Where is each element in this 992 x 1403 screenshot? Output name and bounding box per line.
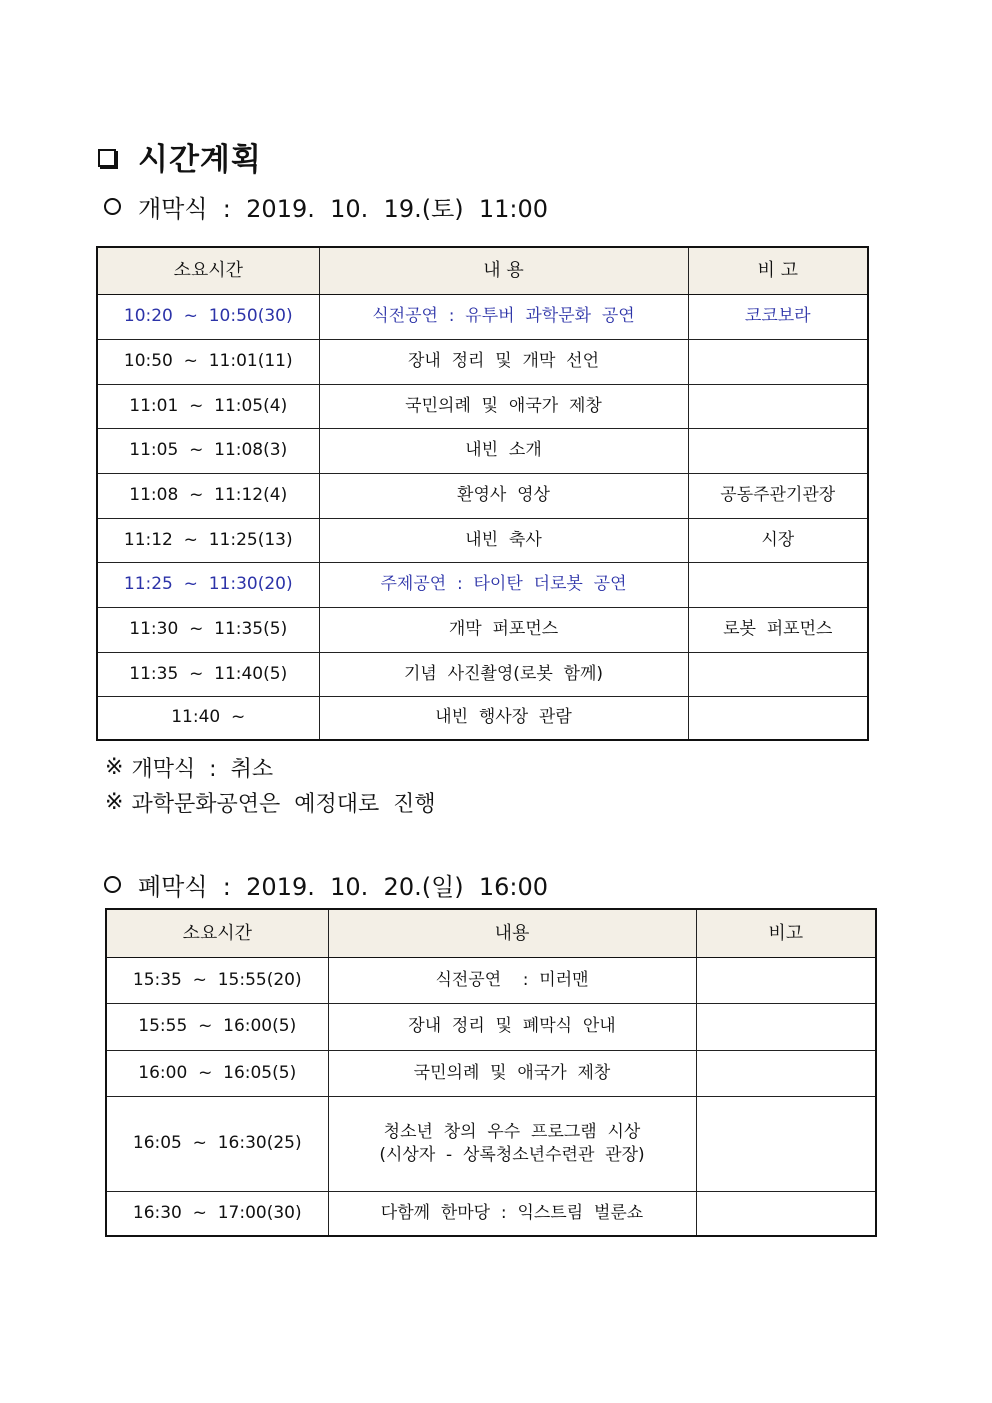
table-row <box>97 518 868 562</box>
table-row <box>97 428 868 473</box>
table-row <box>106 957 876 1003</box>
note-text: 개막식 : 취소 <box>131 756 274 782</box>
content-cell: 환영사 영상 <box>319 473 688 518</box>
reference-mark-icon: ※ <box>105 754 124 780</box>
opening-header-row <box>97 247 868 294</box>
table-row <box>106 1191 876 1236</box>
table-row <box>106 1003 876 1050</box>
time-cell: 11:01 ~ 11:05(4) <box>97 384 319 428</box>
time-cell: 11:12 ~ 11:25(13) <box>97 518 319 562</box>
time-cell: 11:35 ~ 11:40(5) <box>97 652 319 696</box>
time-cell: 15:35 ~ 15:55(20) <box>106 957 328 1003</box>
note-cell <box>696 1050 876 1096</box>
table-row <box>106 1050 876 1096</box>
content-cell: 국민의례 및 애국가 제창 <box>319 384 688 428</box>
time-cell: 16:30 ~ 17:00(30) <box>106 1191 328 1236</box>
opening-schedule-table <box>96 246 869 741</box>
note-cell <box>688 428 868 473</box>
note-cell <box>688 339 868 384</box>
table-row <box>97 607 868 652</box>
time-cell: 11:30 ~ 11:35(5) <box>97 607 319 652</box>
opening-heading <box>104 188 548 224</box>
table-row <box>97 473 868 518</box>
note-line <box>105 785 436 819</box>
note-cell <box>696 1003 876 1050</box>
note-cell <box>696 1191 876 1236</box>
header-note: 비고 <box>696 909 876 957</box>
table-row <box>97 562 868 607</box>
content-cell: 청소년 창의 우수 프로그램 시상 (시상자 - 상록청소년수련관 관장) <box>328 1096 696 1191</box>
table-row <box>97 696 868 740</box>
section-title-text: 시간계획 <box>138 141 262 178</box>
time-cell: 11:08 ~ 11:12(4) <box>97 473 319 518</box>
circle-bullet-icon <box>104 198 121 215</box>
note-cell <box>688 696 868 740</box>
content-cell: 개막 퍼포먼스 <box>319 607 688 652</box>
time-cell: 11:40 ~ <box>97 696 319 740</box>
content-cell: 식전공연 : 미러맨 <box>328 957 696 1003</box>
note-cell <box>688 652 868 696</box>
header-content: 내용 <box>328 909 696 957</box>
note-cell: 로봇 퍼포먼스 <box>688 607 868 652</box>
content-cell: 내빈 행사장 관람 <box>319 696 688 740</box>
note-cell <box>696 957 876 1003</box>
circle-bullet-icon <box>104 876 121 893</box>
content-cell: 주제공연 : 타이탄 더로봇 공연 <box>319 562 688 607</box>
note-cell <box>696 1096 876 1191</box>
time-cell: 10:50 ~ 11:01(11) <box>97 339 319 384</box>
note-text: 과학문화공연은 예정대로 진행 <box>131 791 436 817</box>
opening-heading-text: 개막식 : 2019. 10. 19.(토) 11:00 <box>138 194 549 223</box>
square-bullet-icon <box>98 149 116 167</box>
table-row <box>97 339 868 384</box>
note-cell: 공동주관기관장 <box>688 473 868 518</box>
content-cell: 다함께 한마당 : 익스트림 벌룬쇼 <box>328 1191 696 1236</box>
reference-mark-icon: ※ <box>105 789 124 815</box>
time-cell: 15:55 ~ 16:00(5) <box>106 1003 328 1050</box>
content-cell: 장내 정리 및 개막 선언 <box>319 339 688 384</box>
time-cell: 16:05 ~ 16:30(25) <box>106 1096 328 1191</box>
content-cell: 국민의례 및 애국가 제창 <box>328 1050 696 1096</box>
header-note: 비 고 <box>688 247 868 294</box>
table-row <box>97 294 868 339</box>
time-cell: 16:00 ~ 16:05(5) <box>106 1050 328 1096</box>
time-cell: 11:05 ~ 11:08(3) <box>97 428 319 473</box>
note-cell: 코코보라 <box>688 294 868 339</box>
note-cell: 시장 <box>688 518 868 562</box>
closing-heading-text: 폐막식 : 2019. 10. 20.(일) 16:00 <box>138 872 549 901</box>
content-cell: 기념 사진촬영(로봇 함께) <box>319 652 688 696</box>
note-cell <box>688 562 868 607</box>
header-time: 소요시간 <box>97 247 319 294</box>
time-cell: 10:20 ~ 10:50(30) <box>97 294 319 339</box>
table-row <box>106 1096 876 1191</box>
header-content: 내 용 <box>319 247 688 294</box>
table-row <box>97 384 868 428</box>
content-cell: 장내 정리 및 폐막식 안내 <box>328 1003 696 1050</box>
closing-header-row <box>106 909 876 957</box>
content-cell: 내빈 축사 <box>319 518 688 562</box>
content-cell: 내빈 소개 <box>319 428 688 473</box>
closing-schedule-table <box>105 908 877 1237</box>
note-line <box>105 750 273 784</box>
content-cell: 식전공연 : 유투버 과학문화 공연 <box>319 294 688 339</box>
time-cell: 11:25 ~ 11:30(20) <box>97 562 319 607</box>
section-title <box>98 136 262 176</box>
note-cell <box>688 384 868 428</box>
header-time: 소요시간 <box>106 909 328 957</box>
table-row <box>97 652 868 696</box>
closing-heading <box>104 866 548 902</box>
